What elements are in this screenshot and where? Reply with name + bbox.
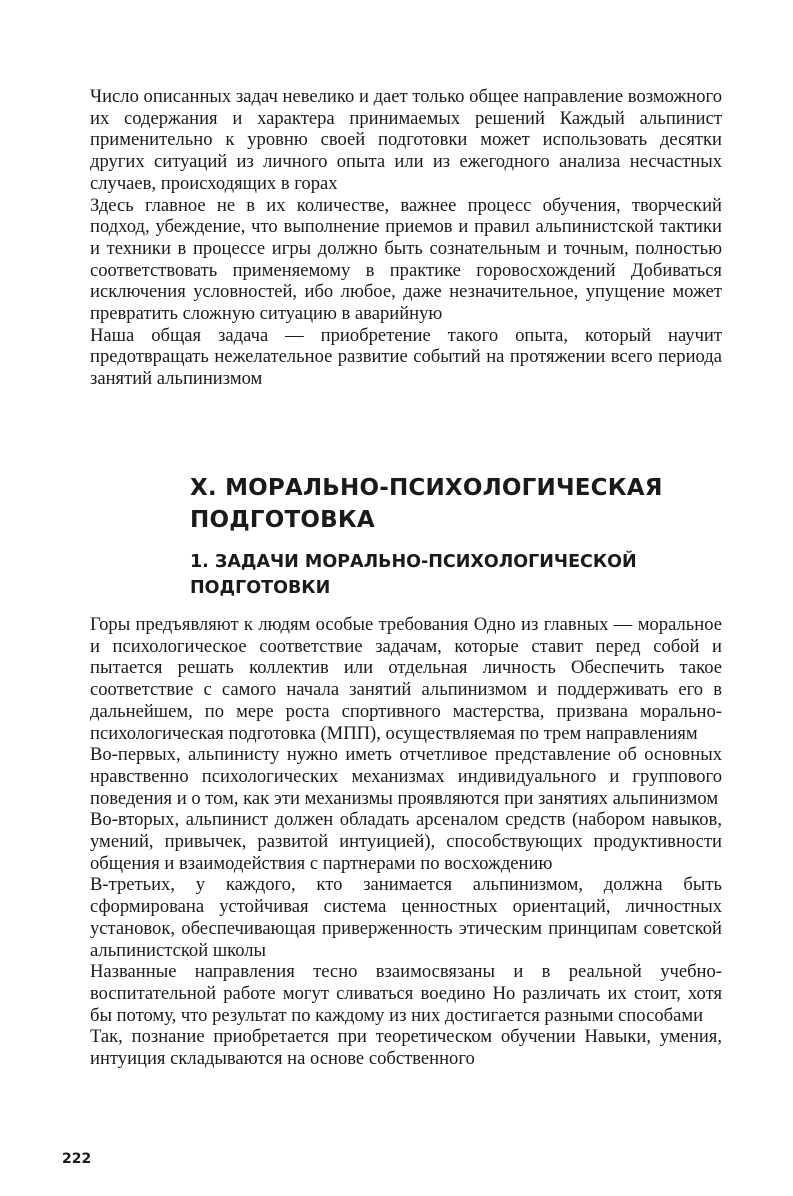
paragraph: Наша общая задача — приобретение такого опыта, который научит предотвращать нежелательное развитие событий на протяжении всего периода занятий альпинизмом — [90, 324, 722, 390]
paragraph: Во-вторых, альпинист должен обладать арсеналом средств (набором навыков, умений, привычек, развитой интуицией), способствующих продуктивности общения и взаимодействия с партнерами по восхождению — [90, 809, 722, 874]
paragraph: В-третьих, у каждого, кто занимается альпинизмом, должна быть сформирована устойчивая система ценностных ориентаций, личностных установок, обеспечивающая приверженность этическим принципам советской альпинистской школы — [90, 874, 722, 961]
section-title: 1. ЗАДАЧИ МОРАЛЬНО-ПСИХОЛОГИЧЕСКОЙ ПОДГОТОВКИ — [190, 552, 637, 598]
top-text-block — [90, 86, 722, 390]
page-number: 222 — [62, 1151, 92, 1167]
paragraph: Здесь главное не в их количестве, важнее процесс обучения, творческий подход, убеждение, что выполнение приемов и правил альпинистской тактики и техники в процессе игры должно быть сознательным и точным, полностью соответствовать применяемому в практике горовосхождений Добиваться исключения условностей, ибо любое, даже незначительное, упущение может превратить сложную ситуацию в аварийную — [90, 194, 722, 325]
body-text-block — [90, 614, 722, 1070]
paragraph: Горы предъявляют к людям особые требования Одно из главных — моральное и психологическое соответствие задачам, которые ставит перед собой и пытается решать коллектив или отдельная личность Обеспечить такое соответствие с самого начала занятий альпинизмом и поддерживать его в дальнейшем, по мере роста спортивного мастерства, призвана морально-психологическая подготовка (МПП), осуществляемая по трем направлениям — [90, 614, 722, 744]
paragraph: Названные направления тесно взаимосвязаны и в реальной учебно-воспитательной работе могут сливаться воедино Но различать их стоит, хотя бы потому, что результат по каждому из них достигается разными способами — [90, 961, 722, 1026]
paragraph: Во-первых, альпинисту нужно иметь отчетливое представление об основных нравственно психологических механизмах индивидуального и группового поведения и о том, как эти механизмы проявляются при занятиях альпинизмом — [90, 744, 722, 809]
paragraph: Число описанных задач невелико и дает только общее направление возможного их содержания и характера принимаемых решений Каждый альпинист применительно к уровню своей подготовки может использовать десятки других ситуаций из личного опыта или из ежегодного анализа несчастных случаев, происходящих в горах — [90, 86, 722, 194]
chapter-title: X. МОРАЛЬНО-ПСИХОЛОГИЧЕСКАЯ ПОДГОТОВКА — [190, 475, 663, 533]
paragraph: Так, познание приобретается при теоретическом обучении Навыки, умения, интуиция складываются на основе собственного — [90, 1026, 722, 1070]
